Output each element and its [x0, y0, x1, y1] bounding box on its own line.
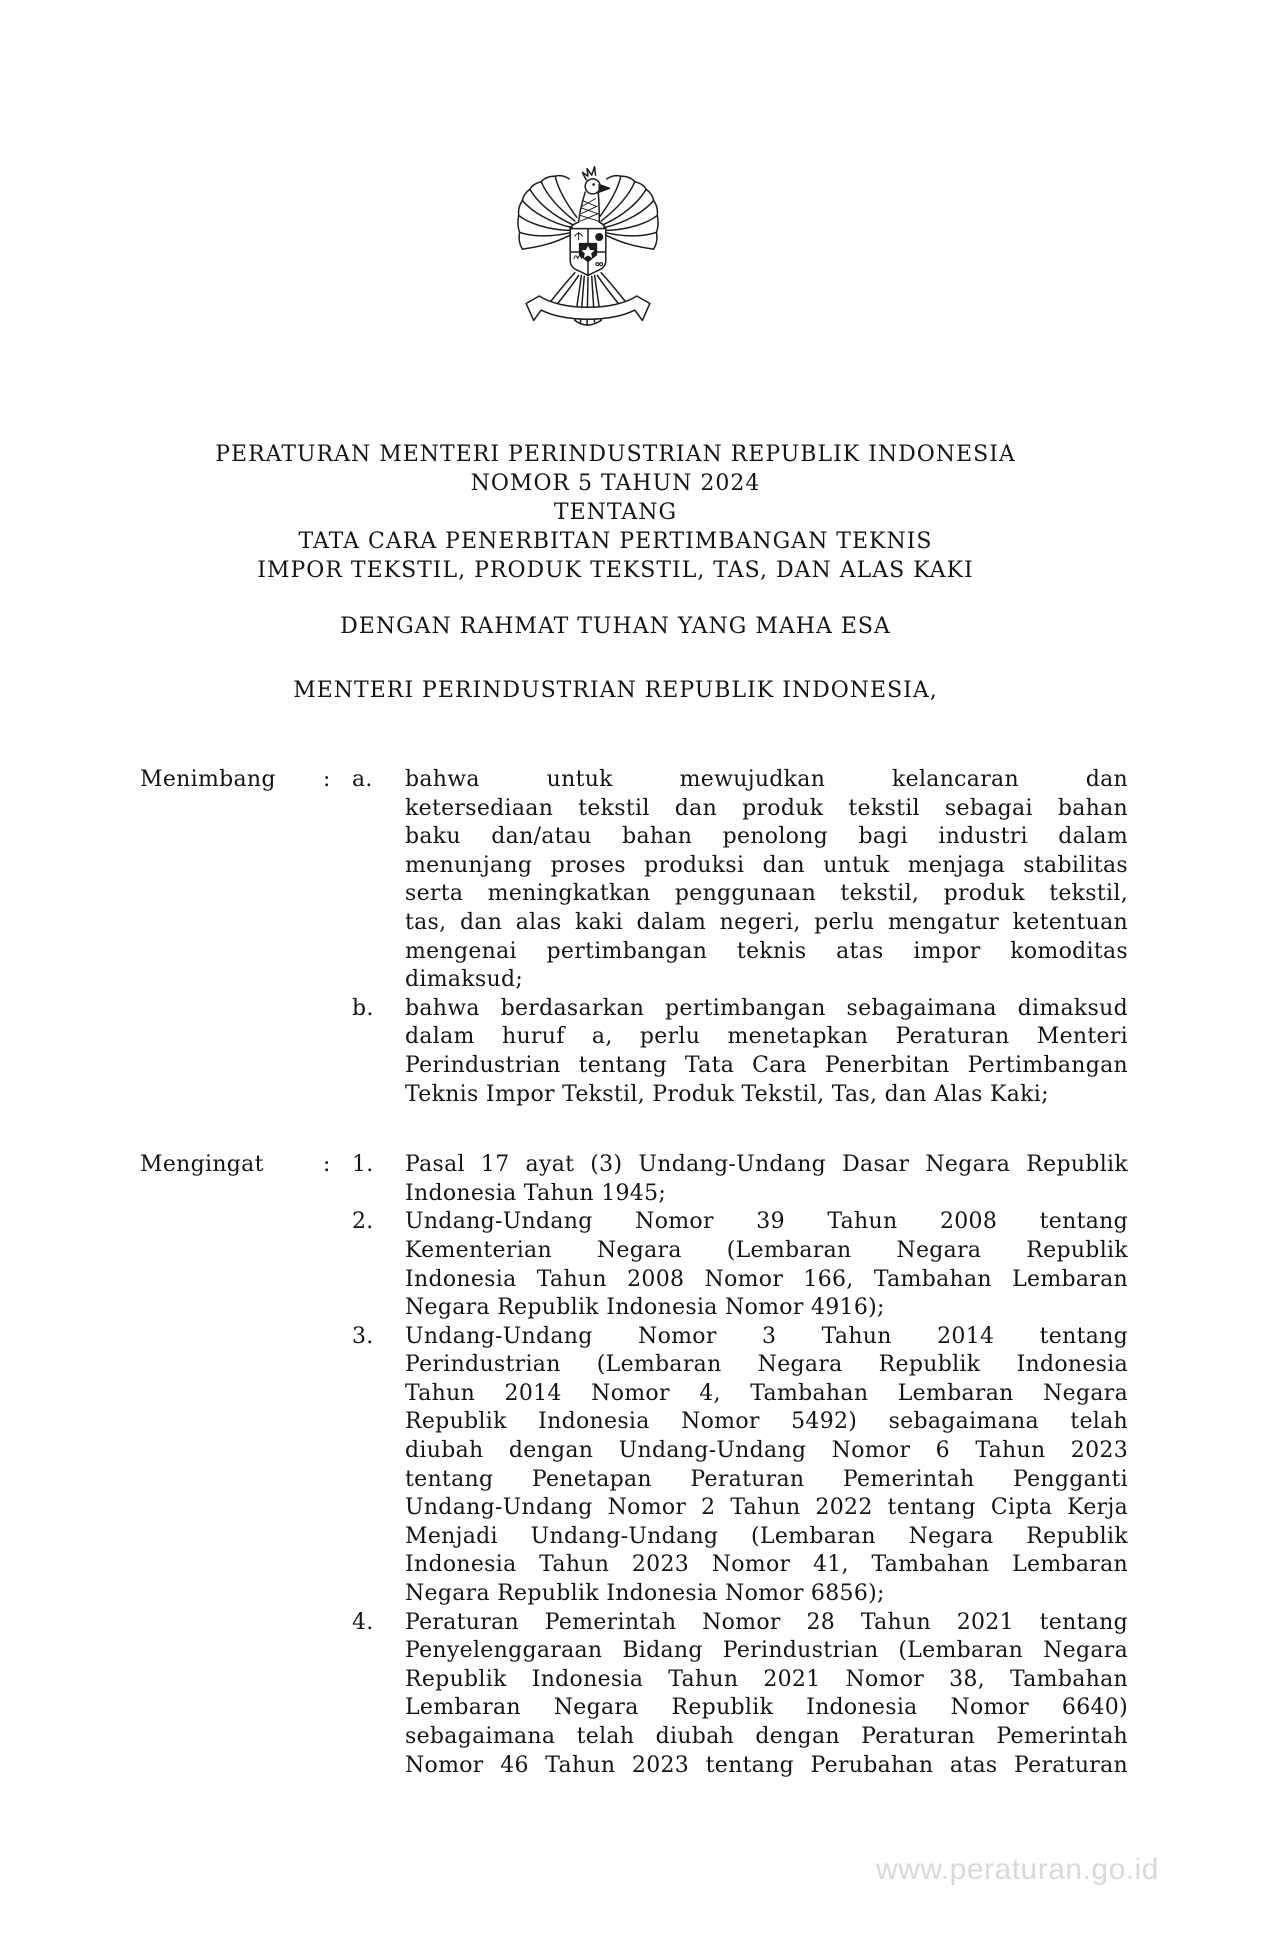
section-colon: :: [323, 767, 331, 792]
list-item: [352, 1208, 1128, 1322]
item-marker: 1.: [352, 1152, 374, 1178]
section-items: [352, 1151, 1128, 1780]
item-marker: a.: [352, 767, 373, 792]
text-line: Indonesia Tahun 2023 Nomor 41, Tambahan Lembaran: [405, 1552, 1128, 1578]
text-line: Pasal 17 ayat (3) Undang-Undang Dasar Negara Republik: [405, 1152, 1128, 1178]
text-line: Undang-Undang Nomor 3 Tahun 2014 tentang: [405, 1323, 1128, 1349]
text-line: Menjadi Undang-Undang (Lembaran Negara Republik: [405, 1523, 1128, 1549]
text-line: sebagaimana telah diubah dengan Peraturan Pemerintah: [405, 1724, 1128, 1749]
section-menimbang: [103, 766, 1128, 1109]
text-line: Teknis Impor Tekstil, Produk Tekstil, Tas, dan Alas Kaki;: [405, 1081, 1049, 1107]
title-block: [103, 440, 1128, 585]
text-line: Negara Republik Indonesia Nomor 4916);: [405, 1295, 885, 1321]
invocation-line: DENGAN RAHMAT TUHAN YANG MAHA ESA: [340, 614, 891, 639]
text-line: Kementerian Negara (Lembaran Negara Republik: [405, 1237, 1128, 1263]
title-line: NOMOR 5 TAHUN 2024: [470, 471, 761, 496]
item-text: [405, 995, 1128, 1109]
text-line: tentang Penetapan Peraturan Pemerintah Pengganti: [405, 1466, 1128, 1492]
item-text: [405, 1208, 1128, 1322]
list-item: [352, 995, 1128, 1109]
text-line: Lembaran Negara Republik Indonesia Nomor 6640): [405, 1695, 1128, 1721]
preamble-sections: [103, 766, 1128, 1780]
text-line: Perindustrian (Lembaran Negara Republik Indonesia: [405, 1352, 1128, 1378]
text-line: Tahun 2014 Nomor 4, Tambahan Lembaran Negara: [405, 1380, 1128, 1406]
title-line: PERATURAN MENTERI PERINDUSTRIAN REPUBLIK INDONESIA: [215, 442, 1016, 467]
section-label: Mengingat: [140, 1152, 264, 1178]
text-line: Perindustrian tentang Tata Cara Penerbitan Pertimbangan: [405, 1052, 1128, 1078]
text-line: Indonesia Tahun 2008 Nomor 166, Tambahan Lembaran: [405, 1266, 1128, 1292]
text-line: diubah dengan Undang-Undang Nomor 6 Tahun 2023: [405, 1438, 1128, 1464]
text-line: Republik Indonesia Nomor 5492) sebagaimana telah: [405, 1409, 1128, 1435]
text-line: Republik Indonesia Tahun 2021 Nomor 38, Tambahan: [405, 1666, 1128, 1692]
text-line: Undang-Undang Nomor 2 Tahun 2022 tentang Cipta Kerja: [405, 1495, 1128, 1521]
list-item: [352, 1609, 1128, 1781]
title-line: IMPOR TEKSTIL, PRODUK TEKSTIL, TAS, DAN ALAS KAKI: [257, 558, 974, 583]
text-line: Peraturan Pemerintah Nomor 28 Tahun 2021 tentang: [405, 1609, 1128, 1635]
list-item: [352, 766, 1128, 995]
item-text: [405, 766, 1128, 995]
list-item: [352, 1151, 1128, 1208]
text-line: serta meningkatkan penggunaan tekstil, produk tekstil,: [405, 881, 1128, 907]
text-line: ketersediaan tekstil dan produk tekstil sebagai bahan: [405, 795, 1128, 821]
text-line: tas, dan alas kaki dalam negeri, perlu mengatur ketentuan: [405, 909, 1128, 935]
text-line: baku dan/atau bahan penolong bagi industri dalam: [405, 824, 1128, 850]
text-line: Nomor 46 Tahun 2023 tentang Perubahan atas Peraturan: [405, 1752, 1128, 1778]
text-line: Indonesia Tahun 1945;: [405, 1180, 667, 1206]
section-colon: :: [323, 1152, 331, 1178]
title-line: TATA CARA PENERBITAN PERTIMBANGAN TEKNIS: [298, 529, 933, 554]
list-item: [352, 1323, 1128, 1609]
item-text: [405, 1609, 1128, 1781]
text-line: Negara Republik Indonesia Nomor 6856);: [405, 1581, 885, 1607]
authority-line: MENTERI PERINDUSTRIAN REPUBLIK INDONESIA,: [293, 678, 938, 703]
text-line: Penyelenggaraan Bidang Perindustrian (Lembaran Negara: [405, 1638, 1128, 1664]
item-marker: 4.: [352, 1609, 374, 1635]
item-marker: 3.: [352, 1323, 374, 1349]
item-marker: 2.: [352, 1209, 374, 1235]
text-line: bahwa untuk mewujudkan kelancaran dan: [405, 767, 1128, 792]
text-line: Undang-Undang Nomor 39 Tahun 2008 tentang: [405, 1209, 1128, 1235]
item-marker: b.: [352, 995, 374, 1021]
section-mengingat: [103, 1151, 1128, 1780]
item-text: [405, 1323, 1128, 1609]
garuda-pancasila-emblem: [513, 163, 663, 341]
section-items: [352, 766, 1128, 1109]
text-line: dimaksud;: [405, 967, 524, 993]
text-line: menunjang proses produksi dan untuk menjaga stabilitas: [405, 852, 1128, 878]
title-line: TENTANG: [553, 500, 678, 525]
text-line: mengenai pertimbangan teknis atas impor komoditas: [405, 938, 1128, 964]
watermark-text: www.peraturan.go.id: [876, 1853, 1159, 1886]
item-text: [405, 1151, 1128, 1208]
text-line: bahwa berdasarkan pertimbangan sebagaimana dimaksud: [405, 995, 1128, 1021]
text-line: dalam huruf a, perlu menetapkan Peraturan Menteri: [405, 1024, 1128, 1050]
section-label: Menimbang: [140, 767, 276, 792]
garuda-emblem-svg: [513, 163, 663, 341]
